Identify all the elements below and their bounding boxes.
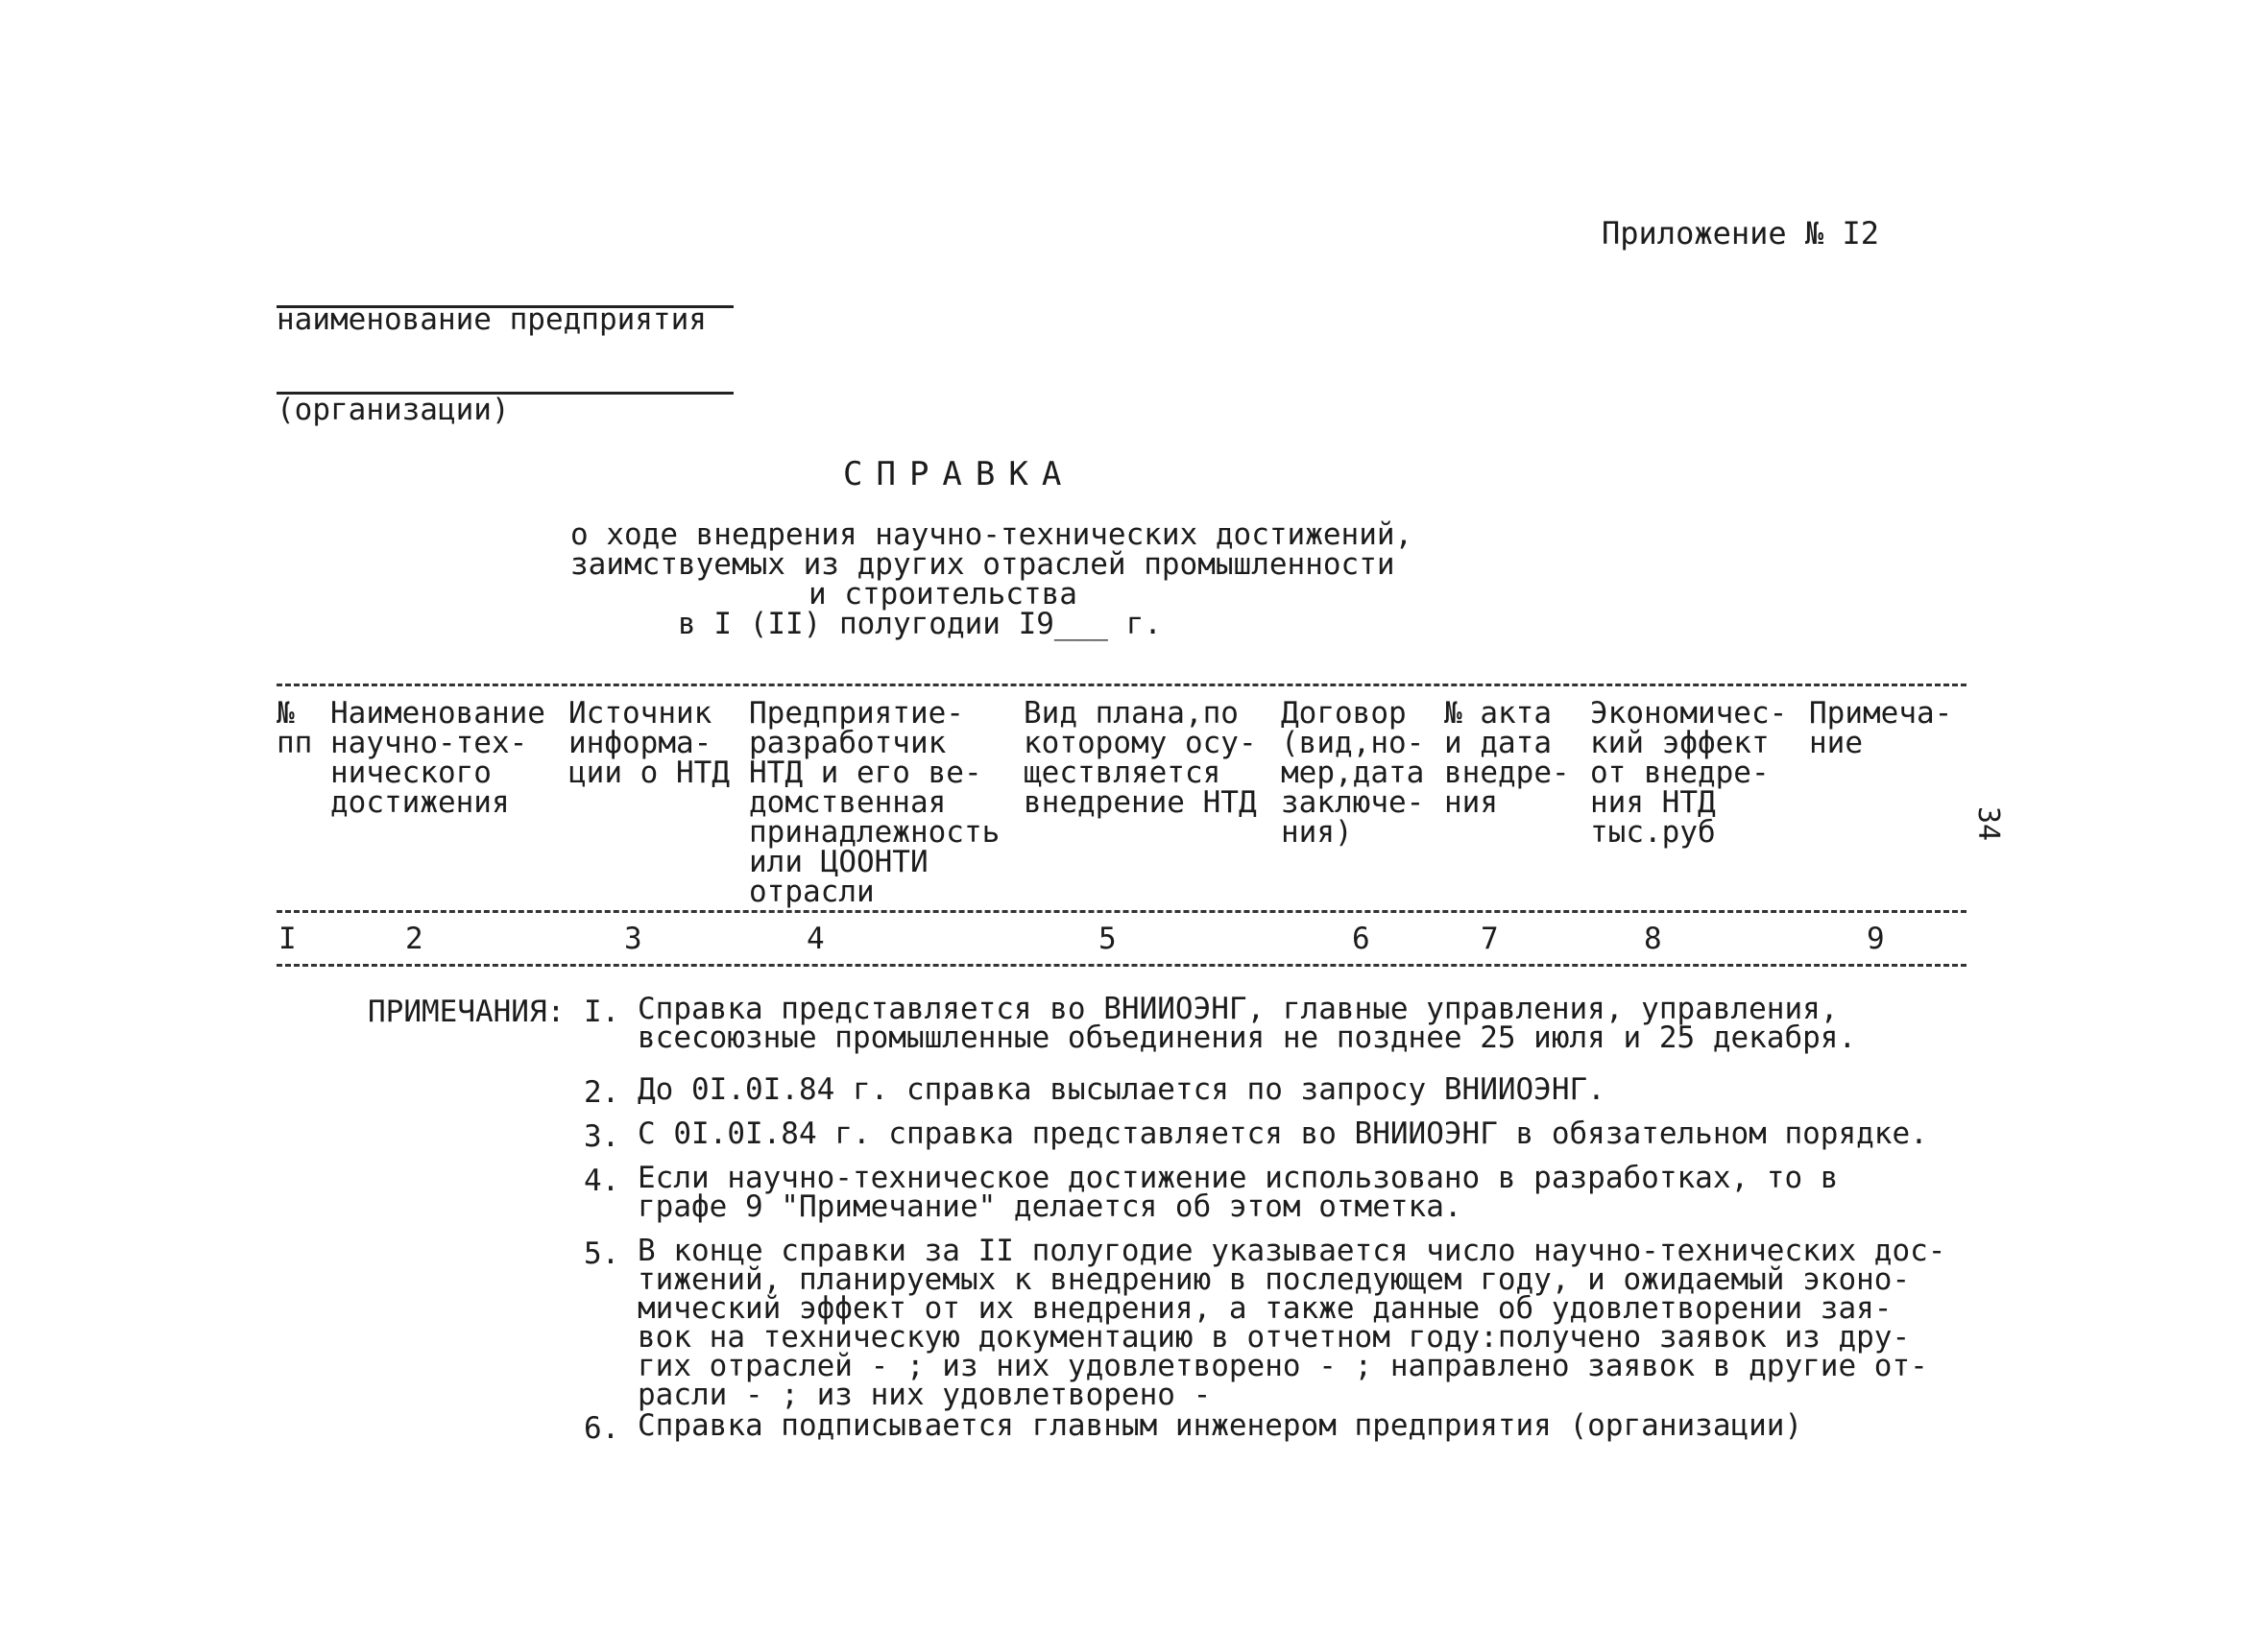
note-6-text: Справка подписывается главным инженером предприятия (организации) (638, 1408, 1803, 1443)
subtitle-line-3: и строительства (808, 577, 1077, 612)
page-number: 34 (1971, 806, 2005, 842)
notes-title: ПРИМЕЧАНИЯ: (368, 995, 566, 1029)
col-number-9: 9 (1867, 922, 1885, 956)
subtitle-line-1: о ходе внедрения научно-технических достижений, (570, 517, 1413, 552)
header-col-2: Наименование научно-тех- нического достижения (330, 696, 545, 820)
note-3-text: С 0I.0I.84 г. справка представляется во ВНИИОЭНГ в обязательном порядке. (638, 1116, 1928, 1151)
col-number-2: 2 (405, 922, 423, 956)
note-2-text: До 0I.0I.84 г. справка высылается по запросу ВНИИОЭНГ. (638, 1072, 1605, 1107)
subtitle-line-2: заимствуемых из других отраслей промышленности (570, 547, 1395, 582)
subtitle-line-4: в I (II) полугодии I9___ г. (678, 607, 1162, 641)
header-col-8: Экономичес- кий эффект от внедре- ния НТД тыс.руб (1590, 696, 1788, 850)
col-number-6: 6 (1352, 922, 1370, 956)
table-bottom-rule (277, 964, 1966, 967)
note-6-number: 6. (584, 1411, 620, 1446)
document-title: СПРАВКА (843, 455, 1075, 493)
col-number-1: I (278, 922, 297, 956)
note-4-number: 4. (584, 1164, 620, 1198)
col-number-8: 8 (1644, 922, 1662, 956)
header-col-4: Предприятие- разработчик НТД и его ве- домственная принадлежность или ЦООНТИ отрасли (749, 696, 1001, 909)
header-col-9: Примеча- ние (1809, 696, 1953, 760)
col-number-4: 4 (807, 922, 825, 956)
note-5-text: В конце справки за II полугодие указывается число научно-технических дос- тижений, планируемых к внедрению в последующем году, и ожидаемый эконо- мический эффект от их внедрения, а также данные об удовлетворении зая- вок на техническую документацию в отчетном году:получено заявок из дру- гих отраслей - ; из них удовлетворено - ; направлено заявок в другие от- расли - ; из них удовлетворено - (638, 1234, 1946, 1412)
note-3-number: 3. (584, 1119, 620, 1154)
note-5-number: 5. (584, 1236, 620, 1271)
appendix-number: Приложение № I2 (1602, 215, 1879, 252)
table-header-rule (277, 910, 1966, 913)
note-1-number: I. (584, 995, 620, 1029)
note-4-text: Если научно-техническое достижение использовано в разработках, то в графе 9 "Примечание" делается об этом отметка. (638, 1161, 1839, 1224)
header-col-6: Договор (вид,но- мер,дата заключе- ния) (1281, 696, 1425, 850)
col-number-3: 3 (624, 922, 642, 956)
col-number-7: 7 (1481, 922, 1499, 956)
note-2-number: 2. (584, 1075, 620, 1110)
org-name-label-2: (организации) (277, 393, 510, 427)
note-1-text: Справка представляется во ВНИИОЭНГ, главные управления, управления, всесоюзные промышленные объединения не позднее 25 июля и 25 декабря. (638, 992, 1857, 1055)
header-col-1: № пп (277, 696, 313, 760)
org-name-label: наименование предприятия (277, 302, 707, 337)
table-top-rule (277, 684, 1966, 686)
header-col-7: № акта и дата внедре- ния (1444, 696, 1570, 820)
col-number-5: 5 (1098, 922, 1117, 956)
header-col-3: Источник информа- ции о НТД (568, 696, 730, 790)
header-col-5: Вид плана,по которому осу- ществляется внедрение НТД (1024, 696, 1257, 820)
